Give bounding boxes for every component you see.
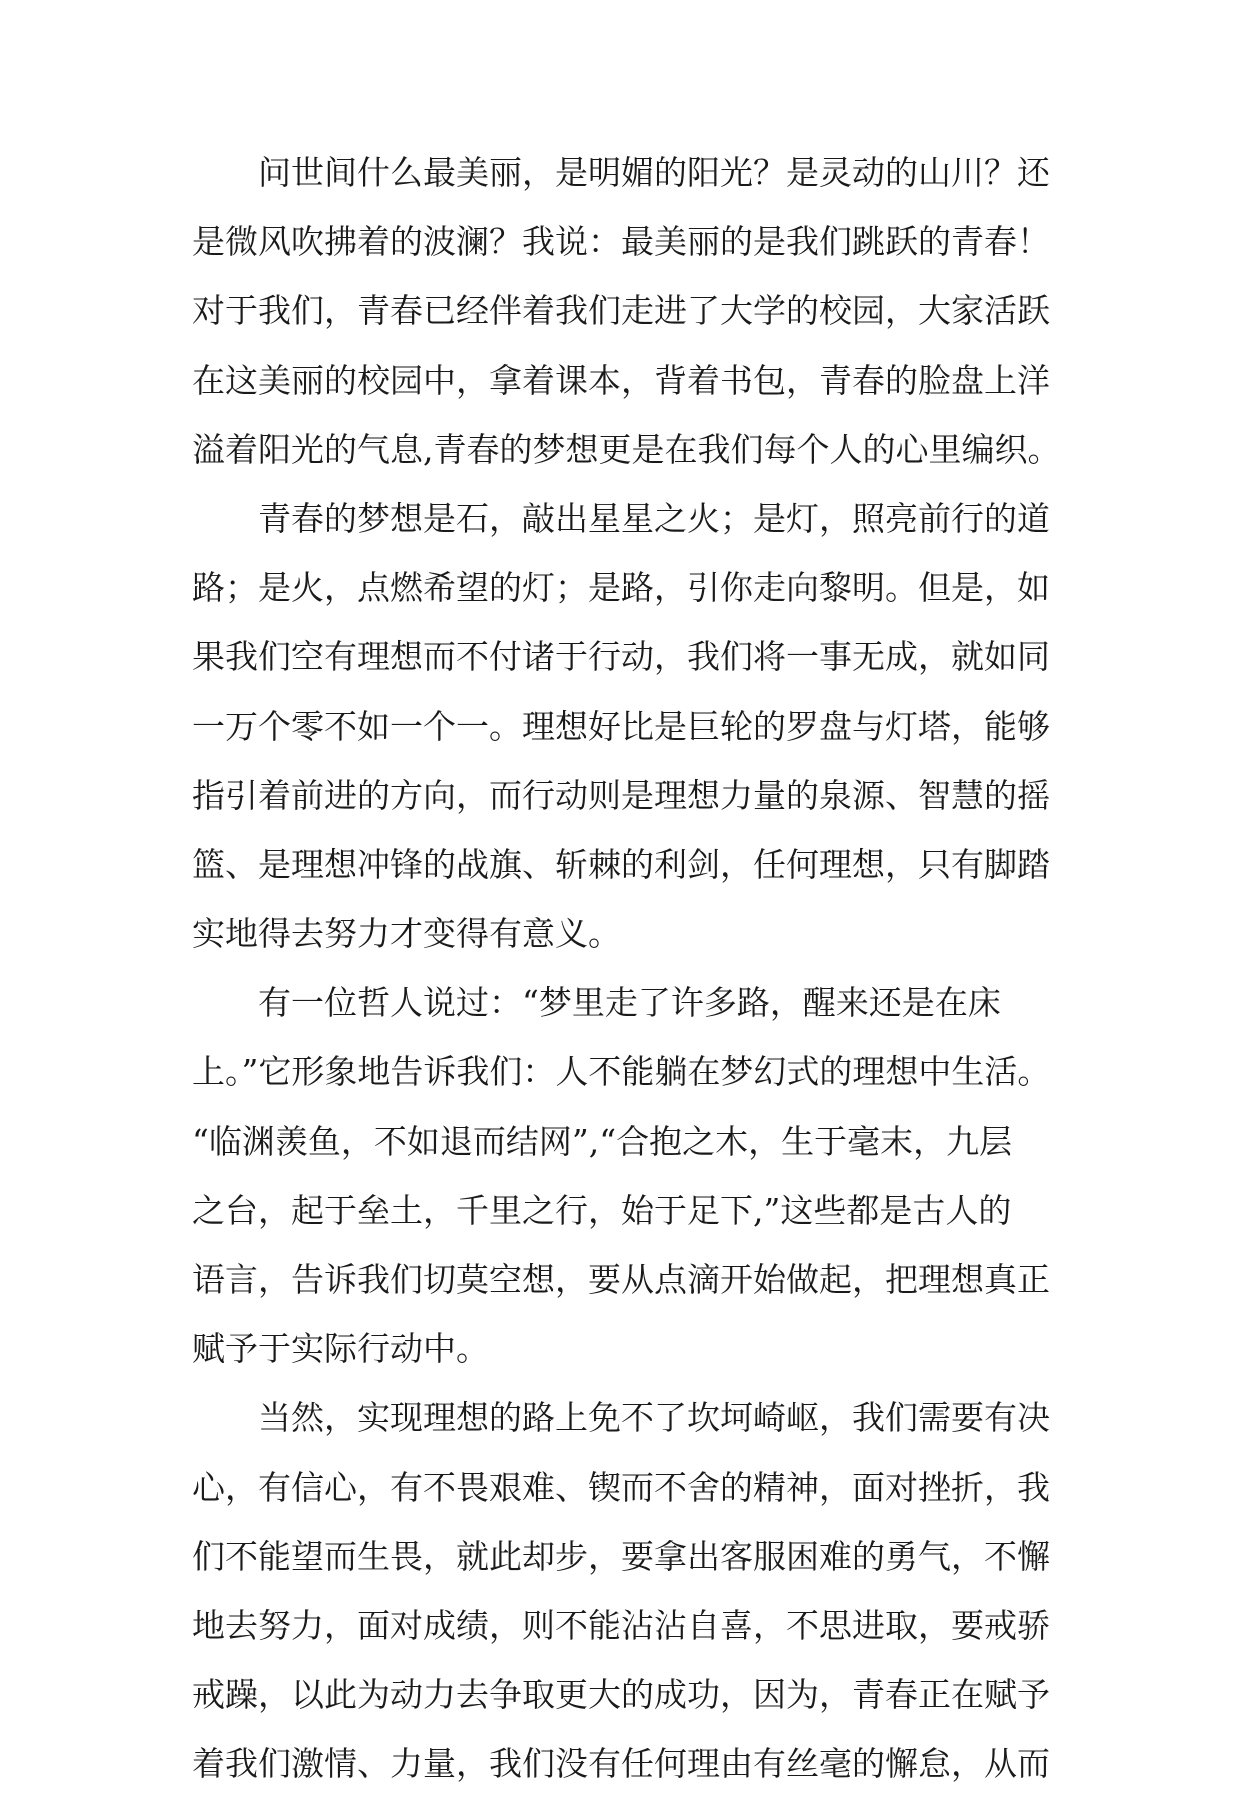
text-line: 上。”它形象地告诉我们：人不能躺在梦幻式的理想中生活。 [192,1052,1051,1092]
text-line: “临渊羡鱼，不如退而结网”,“合抱之木，生于毫末，九层 [192,1121,1013,1161]
text-line: 们不能望而生畏，就此却步，要拿出客服困难的勇气，不懈 [192,1536,1050,1576]
paragraph-2 [192,484,1092,968]
text-line: 一万个零不如一个一。理想好比是巨轮的罗盘与灯塔，能够 [192,706,1050,746]
text-line: 地去努力，面对成绩，则不能沾沾自喜，不思进取，要戒骄 [192,1605,1050,1645]
text-line: 路；是火，点燃希望的灯；是路，引你走向黎明。但是，如 [192,568,1050,608]
text-line: 之台，起于垒土，千里之行，始于足下,”这些都是古人的 [192,1190,1012,1230]
text-line: 问世间什么最美丽，是明媚的阳光？是灵动的山川？还 [258,153,1050,192]
text-line: 语言，告诉我们切莫空想，要从点滴开始做起，把理想真正 [192,1260,1050,1299]
paragraph-3 [192,968,1092,1383]
text-line: 果我们空有理想而不付诸于行动，我们将一事无成，就如同 [192,637,1050,677]
text-line: 篮、是理想冲锋的战旗、斩棘的利剑，任何理想，只有脚踏 [192,844,1050,884]
text-line: 实地得去努力才变得有意义。 [192,914,621,954]
text-line: 指引着前进的方向，而行动则是理想力量的泉源、智慧的摇 [192,775,1050,815]
text-line: 着我们激情、力量，我们没有任何理由有丝毫的懈怠，从而 [192,1744,1050,1784]
paragraph-4 [192,1383,1092,1798]
paragraph-1 [192,138,1092,484]
text-line: 当然，实现理想的路上免不了坎坷崎岖，我们需要有决 [258,1398,1050,1438]
document-body [192,138,1092,1799]
text-line: 溢着阳光的气息,青春的梦想更是在我们每个人的心里编织。 [192,429,1061,469]
text-line: 青春的梦想是石，敲出星星之火；是灯，照亮前行的道 [258,498,1050,538]
text-line: 对于我们，青春已经伴着我们走进了大学的校园，大家活跃 [192,291,1050,331]
text-line: 在这美丽的校园中，拿着课本，背着书包，青春的脸盘上洋 [192,360,1050,400]
text-line: 赋予于实际行动中。 [192,1329,489,1369]
text-line: 是微风吹拂着的波澜？我说：最美丽的是我们跳跃的青春！ [192,222,1050,262]
text-line: 戒躁，以此为动力去争取更大的成功，因为，青春正在赋予 [192,1675,1050,1715]
text-line: 心，有信心，有不畏艰难、锲而不舍的精神，面对挫折，我 [192,1467,1050,1507]
text-line: 有一位哲人说过：“梦里走了许多路，醒来还是在床 [258,983,1001,1023]
